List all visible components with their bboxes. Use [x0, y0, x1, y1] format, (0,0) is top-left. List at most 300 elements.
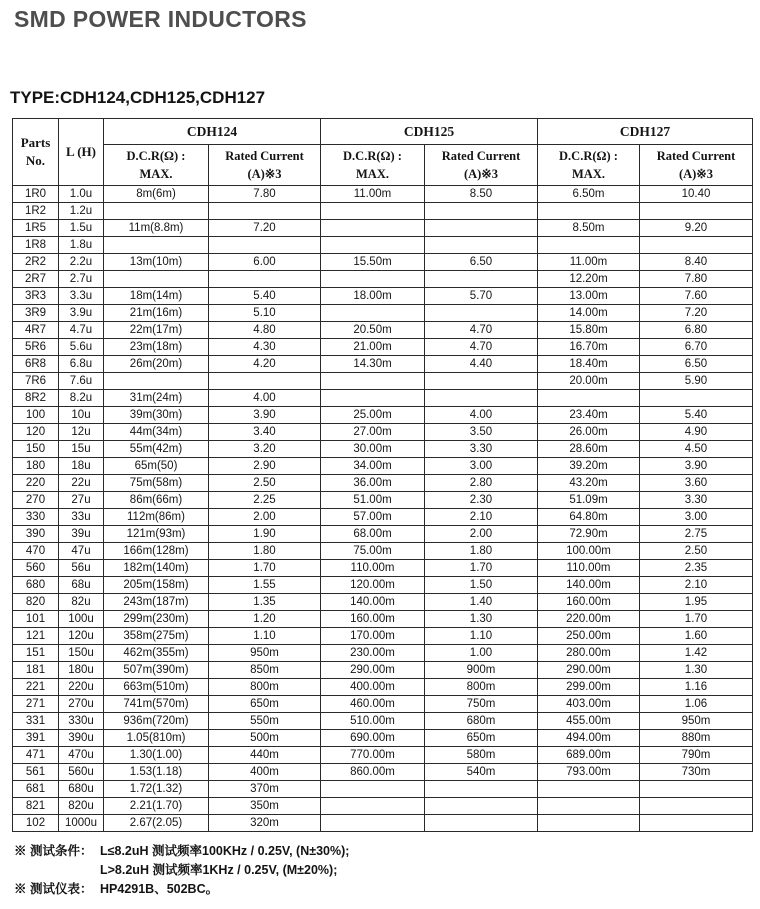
cell-cdh125-rated: [425, 373, 538, 390]
cell-parts-no: 100: [13, 407, 59, 424]
cell-cdh125-dcr: [321, 815, 425, 832]
cell-cdh127-dcr: 299.00m: [538, 679, 640, 696]
cell-cdh125-rated: 5.70: [425, 288, 538, 305]
cell-parts-no: 180: [13, 458, 59, 475]
cell-cdh125-rated: [425, 390, 538, 407]
cell-cdh127-rated: 6.70: [640, 339, 753, 356]
col-header-cdh124-dcr: D.C.R(Ω) : MAX.: [104, 145, 209, 186]
cell-l-value: 6.8u: [59, 356, 104, 373]
cell-parts-no: 5R6: [13, 339, 59, 356]
table-row: [13, 696, 753, 713]
cell-cdh127-rated: [640, 390, 753, 407]
cell-parts-no: 471: [13, 747, 59, 764]
cell-cdh124-dcr: 26m(20m): [104, 356, 209, 373]
col-header-cdh125-rated: Rated Current (A)※3: [425, 145, 538, 186]
cell-cdh127-dcr: 13.00m: [538, 288, 640, 305]
cell-cdh125-rated: 2.30: [425, 492, 538, 509]
cell-cdh125-rated: 2.80: [425, 475, 538, 492]
cell-cdh127-rated: 1.42: [640, 645, 753, 662]
table-row: [13, 713, 753, 730]
cell-cdh125-rated: 750m: [425, 696, 538, 713]
cell-cdh127-dcr: 18.40m: [538, 356, 640, 373]
table-row: [13, 475, 753, 492]
cell-cdh124-rated: [209, 237, 321, 254]
cell-l-value: 1.5u: [59, 220, 104, 237]
cell-parts-no: 1R5: [13, 220, 59, 237]
cell-cdh124-rated: [209, 203, 321, 220]
cell-l-value: 3.3u: [59, 288, 104, 305]
cell-cdh127-dcr: 11.00m: [538, 254, 640, 271]
table-row: [13, 543, 753, 560]
cell-cdh125-dcr: 860.00m: [321, 764, 425, 781]
cell-cdh124-rated: 2.25: [209, 492, 321, 509]
note-test-conditions-label: ※ 测试条件：: [14, 844, 93, 858]
cell-cdh127-rated: 1.16: [640, 679, 753, 696]
cell-cdh127-dcr: 14.00m: [538, 305, 640, 322]
cell-cdh127-dcr: [538, 237, 640, 254]
cell-cdh124-rated: 2.00: [209, 509, 321, 526]
note-test-conditions-line2: L>8.2uH 测试频率1KHz / 0.25V, (M±20%);: [100, 863, 338, 877]
col-header-cdh125-dcr: D.C.R(Ω) : MAX.: [321, 145, 425, 186]
cell-cdh127-dcr: 250.00m: [538, 628, 640, 645]
cell-l-value: 3.9u: [59, 305, 104, 322]
cell-cdh127-dcr: 100.00m: [538, 543, 640, 560]
cell-cdh124-dcr: [104, 237, 209, 254]
table-row: [13, 373, 753, 390]
cell-cdh125-rated: 650m: [425, 730, 538, 747]
cell-cdh125-dcr: 110.00m: [321, 560, 425, 577]
col-header-parts-no: [13, 119, 59, 186]
cell-cdh127-dcr: 8.50m: [538, 220, 640, 237]
cell-cdh125-rated: [425, 237, 538, 254]
table-row: [13, 747, 753, 764]
cell-cdh125-dcr: 140.00m: [321, 594, 425, 611]
cell-l-value: 8.2u: [59, 390, 104, 407]
cell-cdh124-dcr: 8m(6m): [104, 186, 209, 203]
cell-cdh127-rated: [640, 815, 753, 832]
cell-cdh124-rated: 400m: [209, 764, 321, 781]
cell-cdh125-rated: 1.80: [425, 543, 538, 560]
cell-cdh125-rated: [425, 781, 538, 798]
table-row: [13, 339, 753, 356]
cell-cdh124-dcr: 11m(8.8m): [104, 220, 209, 237]
cell-cdh124-dcr: 1.72(1.32): [104, 781, 209, 798]
cell-cdh127-rated: 10.40: [640, 186, 753, 203]
cell-parts-no: 4R7: [13, 322, 59, 339]
table-row: [13, 560, 753, 577]
cell-l-value: 1.8u: [59, 237, 104, 254]
cell-cdh124-rated: 3.40: [209, 424, 321, 441]
cell-cdh127-rated: 2.35: [640, 560, 753, 577]
cell-cdh124-rated: 2.50: [209, 475, 321, 492]
cell-cdh127-rated: 880m: [640, 730, 753, 747]
cell-cdh127-dcr: [538, 390, 640, 407]
table-row: [13, 798, 753, 815]
cell-l-value: 15u: [59, 441, 104, 458]
cell-cdh125-dcr: 30.00m: [321, 441, 425, 458]
table-row: [13, 764, 753, 781]
cell-cdh124-rated: 320m: [209, 815, 321, 832]
cell-cdh125-rated: 4.00: [425, 407, 538, 424]
cell-cdh124-dcr: 44m(34m): [104, 424, 209, 441]
cell-cdh125-dcr: 120.00m: [321, 577, 425, 594]
cell-cdh124-dcr: 243m(187m): [104, 594, 209, 611]
type-line: TYPE:CDH124,CDH125,CDH127: [10, 88, 266, 107]
cell-cdh127-rated: 5.90: [640, 373, 753, 390]
col-header-cdh124-rated: Rated Current (A)※3: [209, 145, 321, 186]
cell-cdh124-rated: 440m: [209, 747, 321, 764]
cell-cdh127-rated: 3.00: [640, 509, 753, 526]
cell-parts-no: 2R2: [13, 254, 59, 271]
cell-cdh125-rated: [425, 798, 538, 815]
header-group-row: [13, 119, 753, 145]
cell-cdh125-dcr: 230.00m: [321, 645, 425, 662]
cell-parts-no: 330: [13, 509, 59, 526]
cell-cdh124-rated: 4.80: [209, 322, 321, 339]
cell-cdh127-dcr: 16.70m: [538, 339, 640, 356]
cell-cdh125-dcr: 51.00m: [321, 492, 425, 509]
table-row: [13, 526, 753, 543]
cell-cdh125-dcr: [321, 373, 425, 390]
cell-cdh124-dcr: 936m(720m): [104, 713, 209, 730]
cell-parts-no: 1R8: [13, 237, 59, 254]
table-row: [13, 356, 753, 373]
header-sub-row: [13, 145, 753, 186]
note-test-conditions: [14, 842, 349, 861]
cell-cdh127-rated: 1.60: [640, 628, 753, 645]
table-row: [13, 458, 753, 475]
cell-cdh127-rated: 3.90: [640, 458, 753, 475]
cell-cdh127-dcr: 20.00m: [538, 373, 640, 390]
cell-parts-no: 3R9: [13, 305, 59, 322]
cell-parts-no: 3R3: [13, 288, 59, 305]
cell-cdh124-rated: 4.30: [209, 339, 321, 356]
cell-l-value: 27u: [59, 492, 104, 509]
cell-cdh127-rated: 1.06: [640, 696, 753, 713]
cell-cdh125-dcr: 15.50m: [321, 254, 425, 271]
cell-cdh125-rated: 4.40: [425, 356, 538, 373]
table-row: [13, 645, 753, 662]
cell-cdh124-dcr: 205m(158m): [104, 577, 209, 594]
cell-cdh125-rated: [425, 220, 538, 237]
table-row: [13, 730, 753, 747]
cell-cdh125-rated: 580m: [425, 747, 538, 764]
cell-cdh124-rated: 5.40: [209, 288, 321, 305]
cell-cdh125-rated: [425, 815, 538, 832]
cell-cdh127-rated: 1.95: [640, 594, 753, 611]
cell-cdh125-rated: 6.50: [425, 254, 538, 271]
cell-parts-no: 6R8: [13, 356, 59, 373]
cell-cdh124-rated: [209, 373, 321, 390]
cell-cdh124-dcr: 22m(17m): [104, 322, 209, 339]
cell-parts-no: 150: [13, 441, 59, 458]
cell-cdh127-dcr: [538, 203, 640, 220]
cell-cdh127-dcr: 689.00m: [538, 747, 640, 764]
note-test-conditions-line1: L≤8.2uH 测试频率100KHz / 0.25V, (N±30%);: [100, 844, 350, 858]
cell-l-value: 56u: [59, 560, 104, 577]
table-row: [13, 815, 753, 832]
cell-cdh127-dcr: 290.00m: [538, 662, 640, 679]
table-row: [13, 288, 753, 305]
cell-cdh125-dcr: 21.00m: [321, 339, 425, 356]
cell-cdh124-dcr: 1.30(1.00): [104, 747, 209, 764]
cell-cdh125-rated: 3.00: [425, 458, 538, 475]
note-test-instruments: [14, 880, 349, 899]
cell-l-value: 22u: [59, 475, 104, 492]
cell-parts-no: 820: [13, 594, 59, 611]
table-row: [13, 781, 753, 798]
cell-l-value: 5.6u: [59, 339, 104, 356]
cell-cdh124-dcr: 358m(275m): [104, 628, 209, 645]
cell-cdh127-rated: 3.60: [640, 475, 753, 492]
cell-cdh125-dcr: 460.00m: [321, 696, 425, 713]
cell-l-value: 39u: [59, 526, 104, 543]
note-test-instruments-text: HP4291B、502BC。: [100, 882, 219, 896]
cell-cdh125-rated: 1.10: [425, 628, 538, 645]
cell-cdh124-rated: 1.90: [209, 526, 321, 543]
cell-cdh127-dcr: 455.00m: [538, 713, 640, 730]
cell-cdh127-rated: 950m: [640, 713, 753, 730]
cell-cdh127-rated: 790m: [640, 747, 753, 764]
cell-cdh124-rated: 1.80: [209, 543, 321, 560]
note-test-instruments-label: ※ 测试仪表：: [14, 882, 93, 896]
cell-cdh127-rated: [640, 798, 753, 815]
cell-cdh124-dcr: [104, 203, 209, 220]
cell-cdh125-dcr: 510.00m: [321, 713, 425, 730]
cell-cdh125-dcr: 290.00m: [321, 662, 425, 679]
cell-cdh127-dcr: 15.80m: [538, 322, 640, 339]
cell-cdh125-rated: 2.10: [425, 509, 538, 526]
cell-parts-no: 470: [13, 543, 59, 560]
cell-cdh127-dcr: 39.20m: [538, 458, 640, 475]
cell-cdh127-dcr: 110.00m: [538, 560, 640, 577]
cell-cdh127-dcr: 140.00m: [538, 577, 640, 594]
cell-cdh125-dcr: 68.00m: [321, 526, 425, 543]
cell-cdh127-dcr: 793.00m: [538, 764, 640, 781]
cell-parts-no: 181: [13, 662, 59, 679]
cell-cdh127-dcr: [538, 815, 640, 832]
cell-cdh127-rated: 7.20: [640, 305, 753, 322]
cell-cdh127-rated: [640, 237, 753, 254]
cell-cdh127-rated: 2.75: [640, 526, 753, 543]
cell-cdh124-rated: 1.20: [209, 611, 321, 628]
cell-cdh125-dcr: 20.50m: [321, 322, 425, 339]
cell-cdh125-dcr: 400.00m: [321, 679, 425, 696]
cell-cdh125-rated: 4.70: [425, 322, 538, 339]
cell-cdh124-rated: 1.55: [209, 577, 321, 594]
cell-cdh125-dcr: 34.00m: [321, 458, 425, 475]
cell-cdh124-dcr: 75m(58m): [104, 475, 209, 492]
cell-cdh124-rated: 2.90: [209, 458, 321, 475]
cell-cdh125-dcr: [321, 781, 425, 798]
cell-cdh127-rated: 3.30: [640, 492, 753, 509]
cell-l-value: 220u: [59, 679, 104, 696]
page-title: SMD POWER INDUCTORS: [14, 6, 307, 32]
cell-l-value: 4.7u: [59, 322, 104, 339]
cell-cdh125-rated: [425, 203, 538, 220]
cell-cdh124-rated: 3.20: [209, 441, 321, 458]
cell-cdh125-rated: [425, 305, 538, 322]
cell-parts-no: 1R2: [13, 203, 59, 220]
group-header-cdh127: CDH127: [538, 119, 753, 145]
table-body: [13, 186, 753, 832]
cell-l-value: 68u: [59, 577, 104, 594]
cell-cdh125-rated: 540m: [425, 764, 538, 781]
cell-l-value: 47u: [59, 543, 104, 560]
cell-cdh124-rated: 4.20: [209, 356, 321, 373]
cell-cdh124-rated: 4.00: [209, 390, 321, 407]
col-header-l-h: L (H): [59, 119, 104, 186]
cell-cdh124-dcr: 31m(24m): [104, 390, 209, 407]
cell-cdh124-rated: 3.90: [209, 407, 321, 424]
cell-cdh125-rated: 8.50: [425, 186, 538, 203]
cell-cdh125-rated: 1.00: [425, 645, 538, 662]
cell-parts-no: 390: [13, 526, 59, 543]
cell-cdh125-dcr: 14.30m: [321, 356, 425, 373]
cell-parts-no: 221: [13, 679, 59, 696]
cell-cdh125-rated: 1.50: [425, 577, 538, 594]
cell-cdh124-rated: 6.00: [209, 254, 321, 271]
cell-cdh125-dcr: 36.00m: [321, 475, 425, 492]
cell-l-value: 7.6u: [59, 373, 104, 390]
cell-l-value: 390u: [59, 730, 104, 747]
cell-cdh127-rated: [640, 203, 753, 220]
cell-cdh127-rated: 2.50: [640, 543, 753, 560]
cell-cdh124-dcr: 1.05(810m): [104, 730, 209, 747]
table-row: [13, 220, 753, 237]
spec-table: [12, 118, 753, 832]
cell-parts-no: 391: [13, 730, 59, 747]
cell-cdh124-rated: 1.35: [209, 594, 321, 611]
cell-cdh127-rated: 4.50: [640, 441, 753, 458]
cell-cdh125-rated: 2.00: [425, 526, 538, 543]
table-row: [13, 271, 753, 288]
cell-l-value: 100u: [59, 611, 104, 628]
cell-cdh124-dcr: 112m(86m): [104, 509, 209, 526]
cell-cdh125-dcr: 160.00m: [321, 611, 425, 628]
cell-cdh127-dcr: 403.00m: [538, 696, 640, 713]
cell-cdh124-rated: 350m: [209, 798, 321, 815]
cell-cdh127-rated: 6.50: [640, 356, 753, 373]
cell-parts-no: 1R0: [13, 186, 59, 203]
table-row: [13, 237, 753, 254]
cell-cdh127-rated: 8.40: [640, 254, 753, 271]
cell-parts-no: 680: [13, 577, 59, 594]
table-row: [13, 305, 753, 322]
cell-cdh124-dcr: 2.21(1.70): [104, 798, 209, 815]
cell-cdh124-rated: 370m: [209, 781, 321, 798]
cell-cdh124-rated: [209, 271, 321, 288]
cell-cdh127-dcr: 26.00m: [538, 424, 640, 441]
footnotes: [14, 842, 349, 899]
cell-cdh125-dcr: [321, 271, 425, 288]
table-row: [13, 322, 753, 339]
group-header-cdh125: CDH125: [321, 119, 538, 145]
cell-cdh127-rated: 7.80: [640, 271, 753, 288]
cell-l-value: 150u: [59, 645, 104, 662]
cell-l-value: 82u: [59, 594, 104, 611]
cell-cdh124-rated: 7.20: [209, 220, 321, 237]
cell-l-value: 1000u: [59, 815, 104, 832]
cell-parts-no: 561: [13, 764, 59, 781]
table-row: [13, 628, 753, 645]
cell-cdh124-rated: 650m: [209, 696, 321, 713]
cell-cdh127-dcr: [538, 781, 640, 798]
cell-cdh125-dcr: [321, 237, 425, 254]
table-row: [13, 492, 753, 509]
cell-l-value: 820u: [59, 798, 104, 815]
table-row: [13, 254, 753, 271]
cell-parts-no: 560: [13, 560, 59, 577]
cell-cdh127-dcr: 28.60m: [538, 441, 640, 458]
cell-l-value: 120u: [59, 628, 104, 645]
cell-cdh125-dcr: 57.00m: [321, 509, 425, 526]
cell-l-value: 180u: [59, 662, 104, 679]
cell-cdh124-rated: 7.80: [209, 186, 321, 203]
cell-cdh127-rated: 6.80: [640, 322, 753, 339]
cell-cdh127-dcr: 23.40m: [538, 407, 640, 424]
cell-cdh124-dcr: 663m(510m): [104, 679, 209, 696]
cell-cdh125-dcr: 75.00m: [321, 543, 425, 560]
cell-cdh124-dcr: 86m(66m): [104, 492, 209, 509]
cell-parts-no: 151: [13, 645, 59, 662]
cell-cdh124-dcr: 166m(128m): [104, 543, 209, 560]
cell-cdh125-dcr: 770.00m: [321, 747, 425, 764]
cell-cdh127-dcr: 280.00m: [538, 645, 640, 662]
table-row: [13, 577, 753, 594]
cell-cdh125-dcr: [321, 220, 425, 237]
cell-cdh127-dcr: 72.90m: [538, 526, 640, 543]
cell-cdh125-rated: 900m: [425, 662, 538, 679]
table-row: [13, 679, 753, 696]
cell-cdh125-dcr: [321, 390, 425, 407]
col-header-cdh127-rated: Rated Current (A)※3: [640, 145, 753, 186]
table-row: [13, 424, 753, 441]
cell-cdh124-dcr: 39m(30m): [104, 407, 209, 424]
cell-cdh124-dcr: 299m(230m): [104, 611, 209, 628]
cell-parts-no: 121: [13, 628, 59, 645]
cell-cdh124-dcr: 1.53(1.18): [104, 764, 209, 781]
cell-parts-no: 331: [13, 713, 59, 730]
cell-l-value: 2.7u: [59, 271, 104, 288]
cell-cdh124-dcr: 121m(93m): [104, 526, 209, 543]
cell-cdh124-dcr: 65m(50): [104, 458, 209, 475]
cell-l-value: 1.2u: [59, 203, 104, 220]
cell-parts-no: 220: [13, 475, 59, 492]
table-row: [13, 407, 753, 424]
cell-cdh124-dcr: 462m(355m): [104, 645, 209, 662]
cell-cdh125-rated: 3.50: [425, 424, 538, 441]
cell-cdh124-rated: 850m: [209, 662, 321, 679]
cell-cdh127-rated: 9.20: [640, 220, 753, 237]
cell-l-value: 18u: [59, 458, 104, 475]
cell-cdh125-dcr: 690.00m: [321, 730, 425, 747]
cell-cdh125-rated: 3.30: [425, 441, 538, 458]
col-header-cdh127-dcr: D.C.R(Ω) : MAX.: [538, 145, 640, 186]
cell-cdh124-dcr: [104, 373, 209, 390]
cell-l-value: 10u: [59, 407, 104, 424]
cell-cdh125-dcr: 170.00m: [321, 628, 425, 645]
parts-no-line1: Parts: [20, 135, 51, 151]
cell-parts-no: 102: [13, 815, 59, 832]
group-header-cdh124: CDH124: [104, 119, 321, 145]
cell-parts-no: 8R2: [13, 390, 59, 407]
cell-l-value: 1.0u: [59, 186, 104, 203]
cell-l-value: 2.2u: [59, 254, 104, 271]
cell-cdh125-rated: 1.30: [425, 611, 538, 628]
cell-cdh124-dcr: 741m(570m): [104, 696, 209, 713]
cell-cdh124-dcr: 507m(390m): [104, 662, 209, 679]
